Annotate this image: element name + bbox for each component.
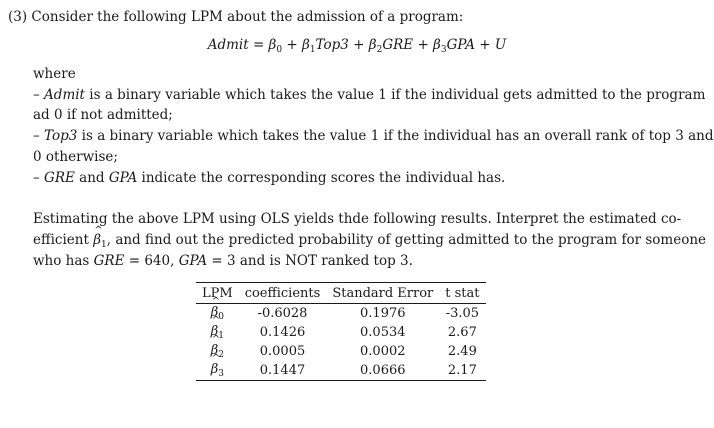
ols-results-table: [196, 282, 486, 381]
beta-sub: 2: [218, 350, 224, 360]
cell-t-stat: 2.67: [447, 325, 477, 340]
lpm-equation: [0, 36, 714, 59]
eq-beta2-sub: 2: [376, 45, 383, 55]
beta-sub: 1: [218, 331, 224, 341]
cell-standard-error: 0.0002: [360, 344, 406, 359]
para-var-gre: GRE: [93, 253, 125, 269]
eq-beta3: β: [433, 37, 441, 53]
cell-coefficient: 0.1426: [259, 325, 306, 340]
para-text: efficient: [33, 232, 94, 248]
question-heading: (3) Consider the following LPM about the admission of a program:: [8, 9, 464, 25]
para-text: , and find out the predicted probability of getting admitted to the program for someone: [106, 232, 707, 248]
eq-var-top3: Top3: [315, 37, 349, 53]
def-dash: –: [33, 87, 45, 103]
beta-hat-symbol: ^ β: [211, 343, 219, 358]
def-dash: –: [33, 128, 45, 144]
eq-equals: =: [252, 37, 265, 53]
para-text: who has: [33, 253, 94, 269]
eq-beta0: β: [268, 37, 277, 53]
eq-beta0-sub: 0: [276, 45, 283, 55]
col-header-coefficients: coefficients: [239, 283, 327, 304]
table-row: [196, 361, 486, 381]
table-header-row: [196, 283, 486, 304]
col-header-standard-error: Standard Error: [326, 283, 439, 304]
row-symbol: [196, 361, 239, 381]
beta-hat-symbol: ^ β: [211, 324, 219, 339]
eq-plus: +: [417, 37, 429, 53]
table-row: [196, 304, 486, 324]
beta-hat-symbol: ^ β: [211, 305, 219, 320]
cell-coefficient: 0.0005: [259, 344, 306, 359]
def-admit-line2: ad 0 if not admitted;: [33, 107, 173, 123]
def-scores-line: [33, 169, 505, 187]
def-var-gre: GRE: [44, 170, 75, 186]
def-var-top3: Top3: [44, 128, 78, 144]
beta1-hat-symbol: ^ β: [93, 231, 101, 249]
eq-beta1-sub: 1: [309, 45, 316, 55]
cell-t-stat: -3.05: [445, 306, 480, 321]
cell-t-stat: 2.17: [439, 361, 485, 381]
beta-sub: 3: [218, 369, 224, 379]
cell-coefficient: -0.6028: [257, 306, 308, 321]
def-text: is a binary variable which takes the value 1 if the individual has an overall rank of top 3 and: [77, 128, 714, 144]
def-dash: –: [33, 170, 45, 186]
eq-plus: +: [286, 37, 298, 53]
def-admit-line1: [33, 86, 705, 104]
para-text: = 640,: [124, 253, 179, 269]
def-var-gpa: GPA: [108, 170, 138, 186]
cell-standard-error: 0.0666: [326, 361, 439, 381]
col-header-lpm: LPM: [196, 283, 239, 304]
para-var-gpa: GPA: [178, 253, 208, 269]
def-top3-line1: [33, 127, 714, 145]
eq-plus: +: [479, 37, 491, 53]
col-header-t-stat: t stat: [439, 283, 485, 304]
para-line1: Estimating the above LPM using OLS yields thde following results. Interpret the estimated co-: [33, 211, 682, 227]
cell-t-stat: 2.49: [447, 344, 477, 359]
def-top3-line2: 0 otherwise;: [33, 149, 118, 165]
eq-plus: +: [353, 37, 365, 53]
eq-beta1: β: [302, 37, 310, 53]
eq-error: U: [494, 37, 507, 53]
eq-beta2: β: [368, 37, 377, 53]
where-label: where: [33, 66, 76, 82]
table-row: [196, 323, 486, 342]
beta-hat-symbol: ^ β: [211, 362, 219, 377]
eq-lhs: Admit: [207, 37, 249, 53]
eq-beta3-sub: 3: [440, 45, 447, 55]
def-var-admit: Admit: [44, 87, 85, 103]
cell-coefficient: 0.1447: [239, 361, 327, 381]
cell-standard-error: 0.1976: [360, 306, 406, 321]
eq-var-gre: GRE: [382, 37, 414, 53]
def-text: indicate the corresponding scores the individual has.: [137, 170, 506, 186]
beta-sub: 0: [218, 312, 224, 322]
table-row: [196, 342, 486, 361]
para-text: = 3 and is NOT ranked top 3.: [207, 253, 413, 269]
eq-var-gpa: GPA: [446, 37, 475, 53]
cell-standard-error: 0.0534: [360, 325, 406, 340]
beta1-hat-sub: 1: [101, 240, 107, 250]
para-line3: [33, 252, 413, 270]
def-and: and: [74, 170, 109, 186]
para-line2: [33, 231, 706, 254]
def-text: is a binary variable which takes the value 1 if the individual gets admitted to the program: [84, 87, 706, 103]
